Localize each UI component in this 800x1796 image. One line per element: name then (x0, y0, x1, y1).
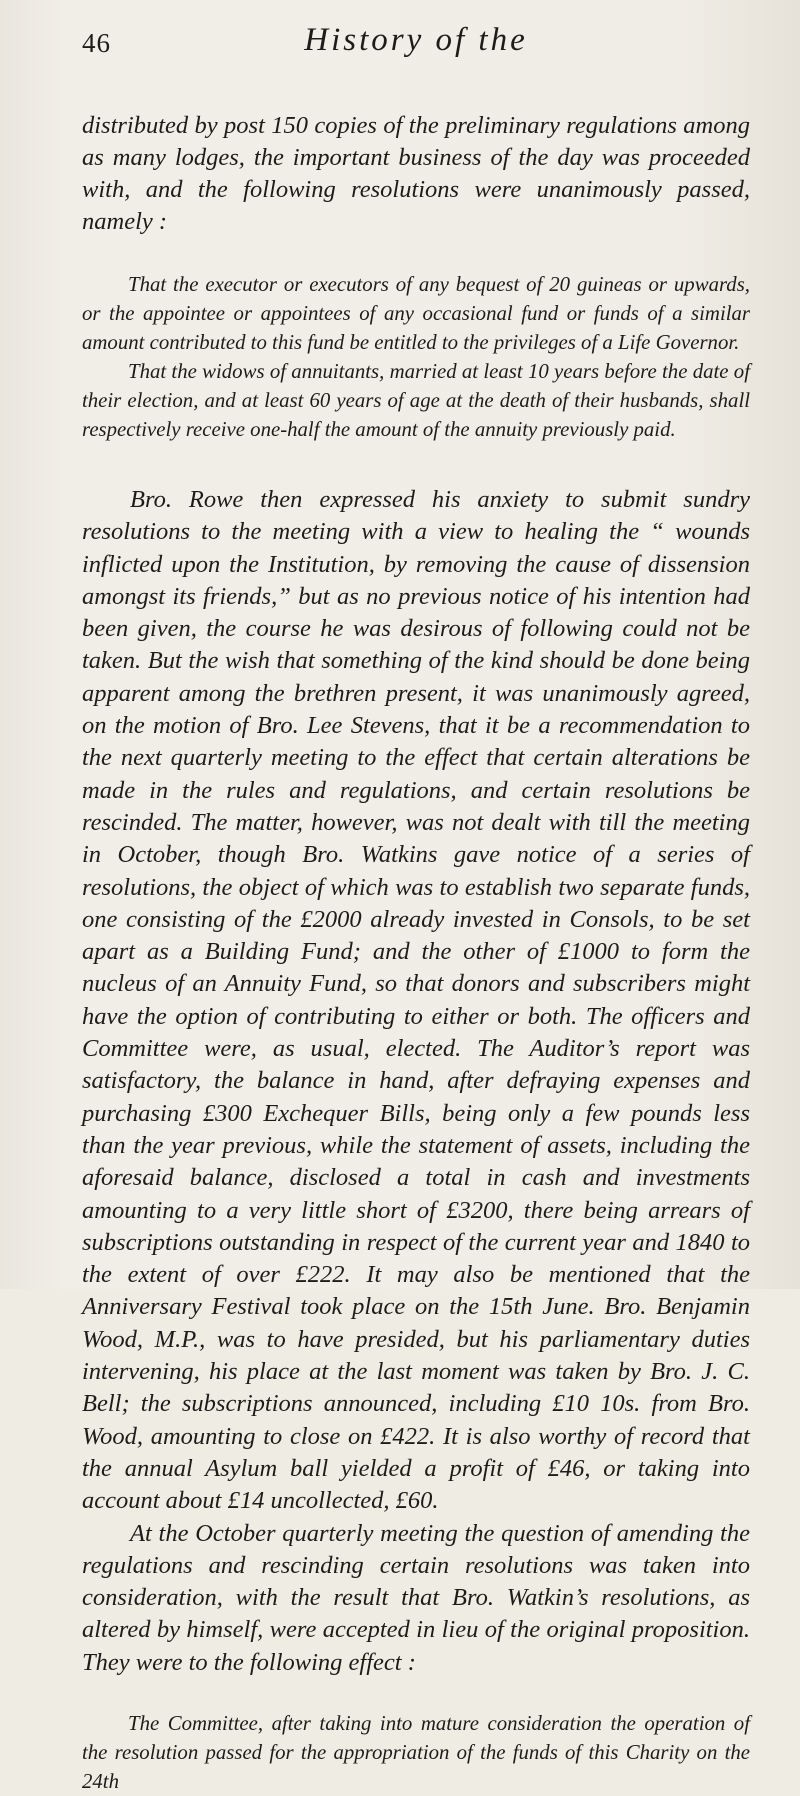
body-paragraph: At the October quarterly meeting the question of amending the regulations and rescinding certain resolutions was taken into consideration, with the result that Bro. Watkin’s resolutions, as altered by himself, were accepted in lieu of the original proposition. They were to the following effect : (82, 1519, 750, 1676)
page-number: 46 (82, 28, 111, 58)
resolutions-list (82, 270, 750, 444)
body-paragraph: Bro. Rowe then expressed his anxiety to submit sundry resolutions to the meeting with a view to healing the “ wounds inflicted upon the Institution, by removing the cause of dissension amongst its friends,” but as no previous notice of his intention had been given, the course he was desirous of following could not be taken. But the wish that something of the kind should be done being apparent among the brethren present, it was unanimously agreed, on the motion of Bro. Lee Stevens, that it be a recommendation to the next quarterly meeting to the effect that certain alterations be made in the rules and regulations, and certain resolutions be rescinded. The matter, however, was not dealt with till the meeting in October, though Bro. Watkins gave notice of a series of resolutions, the object of which was to establish two separate funds, one consisting of the £2000 already invested in Consols, to be set apart as a Building Fund; and the other of £1000 to form the nucleus of an Annuity Fund, so that donors and subscribers might have the option of contributing to either or both. The officers and Committee were, as usual, elected. The Auditor’s report was satisfactory, the balance in hand, after defraying expenses and purchasing £300 Exchequer Bills, being only a few pounds less than the year previous, while the statement of assets, including the aforesaid balance, disclosed a total in cash and investments amounting to a very little short of £3200, there being arrears of subscriptions outstanding in respect of the current year and 1840 to the extent of over £222. It may also be mentioned that the Anniversary Festival took place on the 15th June. Bro. Benjamin Wood, M.P., was to have presided, but his parliamentary duties intervening, his place at the last moment was taken by Bro. J. C. Bell; the subscriptions announced, including £10 10s. from Bro. Wood, amounting to close on £422. It is also worthy of record that the annual Asylum ball yielded a profit of £46, or taking into account about £14 uncollected, £60. (82, 486, 750, 1515)
running-head (82, 22, 750, 72)
resolution-item: That the executor or executors of any bequest of 20 guineas or upwards, or the appointee or appointees of any occasional fund or funds of a similar amount contributed to this fund be entitled to the privileges of a Life Governor. (82, 273, 750, 354)
resolution-item: That the widows of annuitants, married at least 10 years before the date of their election, and at least 60 years of age at the death of their husbands, shall respectively receive one-half the amount of the annuity previously paid. (82, 360, 750, 441)
intro-paragraph: distributed by post 150 copies of the preliminary regulations among as many lodges, the important business of the day was proceeded with, and the following resolutions were unanimously passed, namely : (82, 112, 750, 235)
closing-resolution-paragraph: The Committee, after taking into mature consideration the operation of the resolution passed for the appropriation of the funds of this Charity on the 24th (82, 1711, 750, 1793)
running-title: History of the (304, 22, 528, 58)
